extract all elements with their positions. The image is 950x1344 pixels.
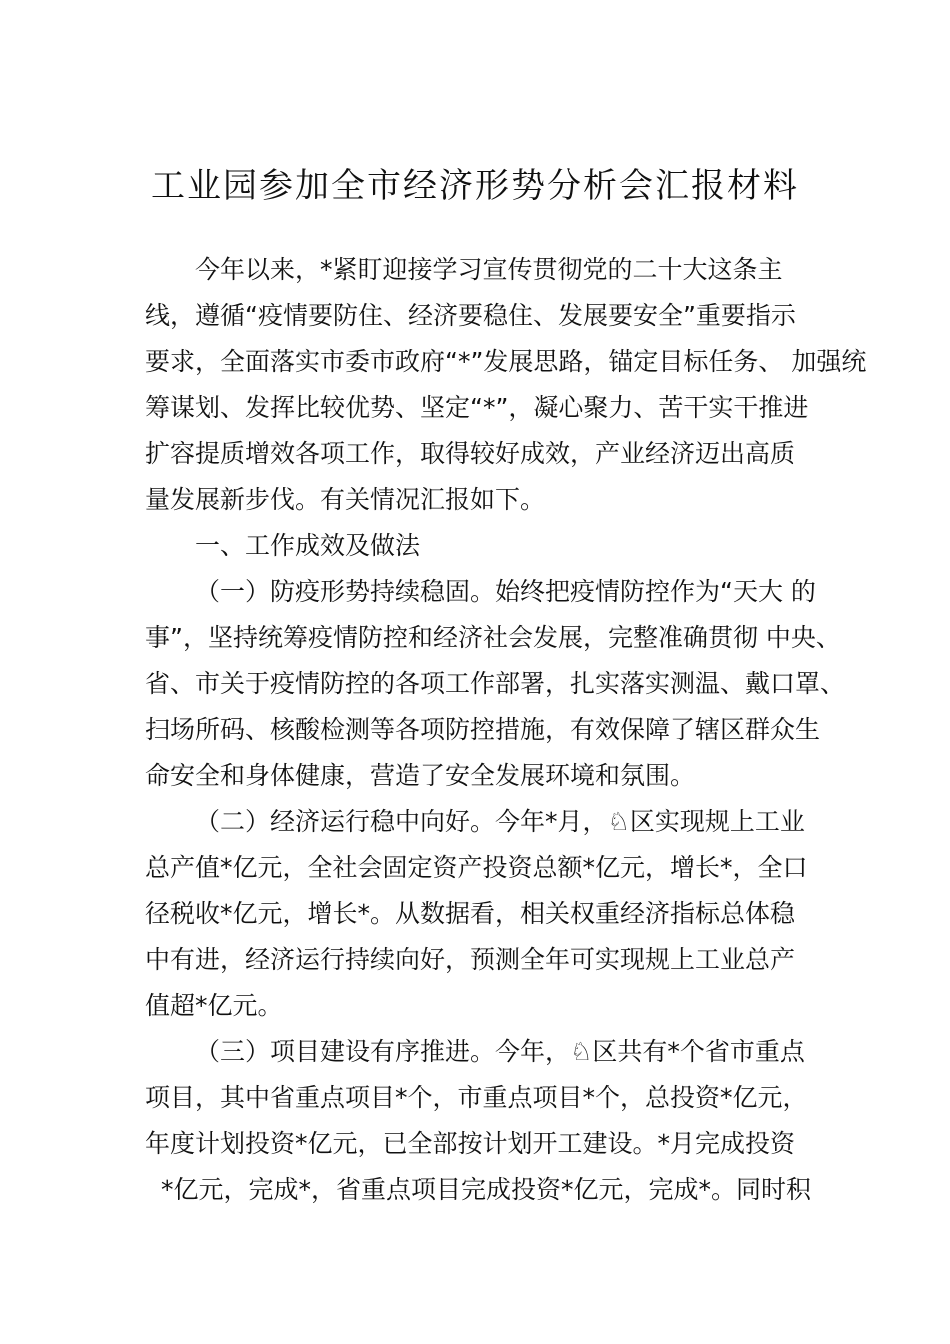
paragraph-line: 值超*亿元。 — [145, 991, 283, 1020]
paragraph-line: 扫场所码、核酸检测等各项防控措施，有效保障了辖区群众生 — [145, 715, 821, 744]
paragraph-line: 扩容提质增效各项工作，取得较好成效，产业经济迈出高质 — [145, 439, 796, 468]
paragraph-line: 项目，其中省重点项目*个，市重点项目*个，总投资*亿元， — [145, 1083, 808, 1112]
section-heading: 一、工作成效及做法 — [195, 531, 421, 560]
paragraph-line: 年度计划投资*亿元，已全部按计划开工建设。*月完成投资 — [145, 1129, 796, 1158]
paragraph-line: 径税收*亿元，增长*。从数据看，相关权重经济指标总体稳 — [145, 899, 796, 928]
paragraph-line: （一）防疫形势持续稳固。始终把疫情防控作为“天大 的 — [195, 577, 816, 606]
paragraph-line: 线，遵循“疫情要防住、经济要稳住、发展要安全”重要指示 — [145, 301, 796, 330]
paragraph-line: 要求，全面落实市委市政府“*”发展思路，锚定目标任务、 加强统 — [145, 347, 867, 376]
paragraph-line: 省、市关于疫情防控的各项工作部署，扎实落实测温、戴口罩、 — [145, 669, 846, 698]
paragraph-line: 中有进，经济运行持续向好，预测全年可实现规上工业总产 — [145, 945, 796, 974]
paragraph-line: （三）项目建设有序推进。今年，♘区共有*个省市重点 — [195, 1037, 805, 1066]
paragraph-line: 筹谋划、发挥比较优势、坚定“*”，凝心聚力、苦干实干推进 — [145, 393, 809, 422]
document-body — [145, 247, 867, 1213]
paragraph-line: *亿元，完成*，省重点项目完成投资*亿元，完成*。同时积 — [161, 1175, 812, 1204]
paragraph-line: 今年以来，*紧盯迎接学习宣传贯彻党的二十大这条主 — [195, 255, 783, 284]
document-title: 工业园参加全市经济形势分析会汇报材料 — [151, 166, 799, 206]
paragraph-line: 总产值*亿元，全社会固定资产投资总额*亿元，增长*，全口 — [145, 853, 808, 882]
paragraph-line: 命安全和身体健康，营造了安全发展环境和氛围。 — [145, 761, 696, 790]
paragraph-line: 事”，坚持统筹疫情防控和经济社会发展，完整准确贯彻 中央、 — [145, 623, 841, 652]
paragraph-line: （二）经济运行稳中向好。今年*月，♘区实现规上工业 — [195, 807, 805, 836]
paragraph-line: 量发展新步伐。有关情况汇报如下。 — [145, 485, 546, 514]
